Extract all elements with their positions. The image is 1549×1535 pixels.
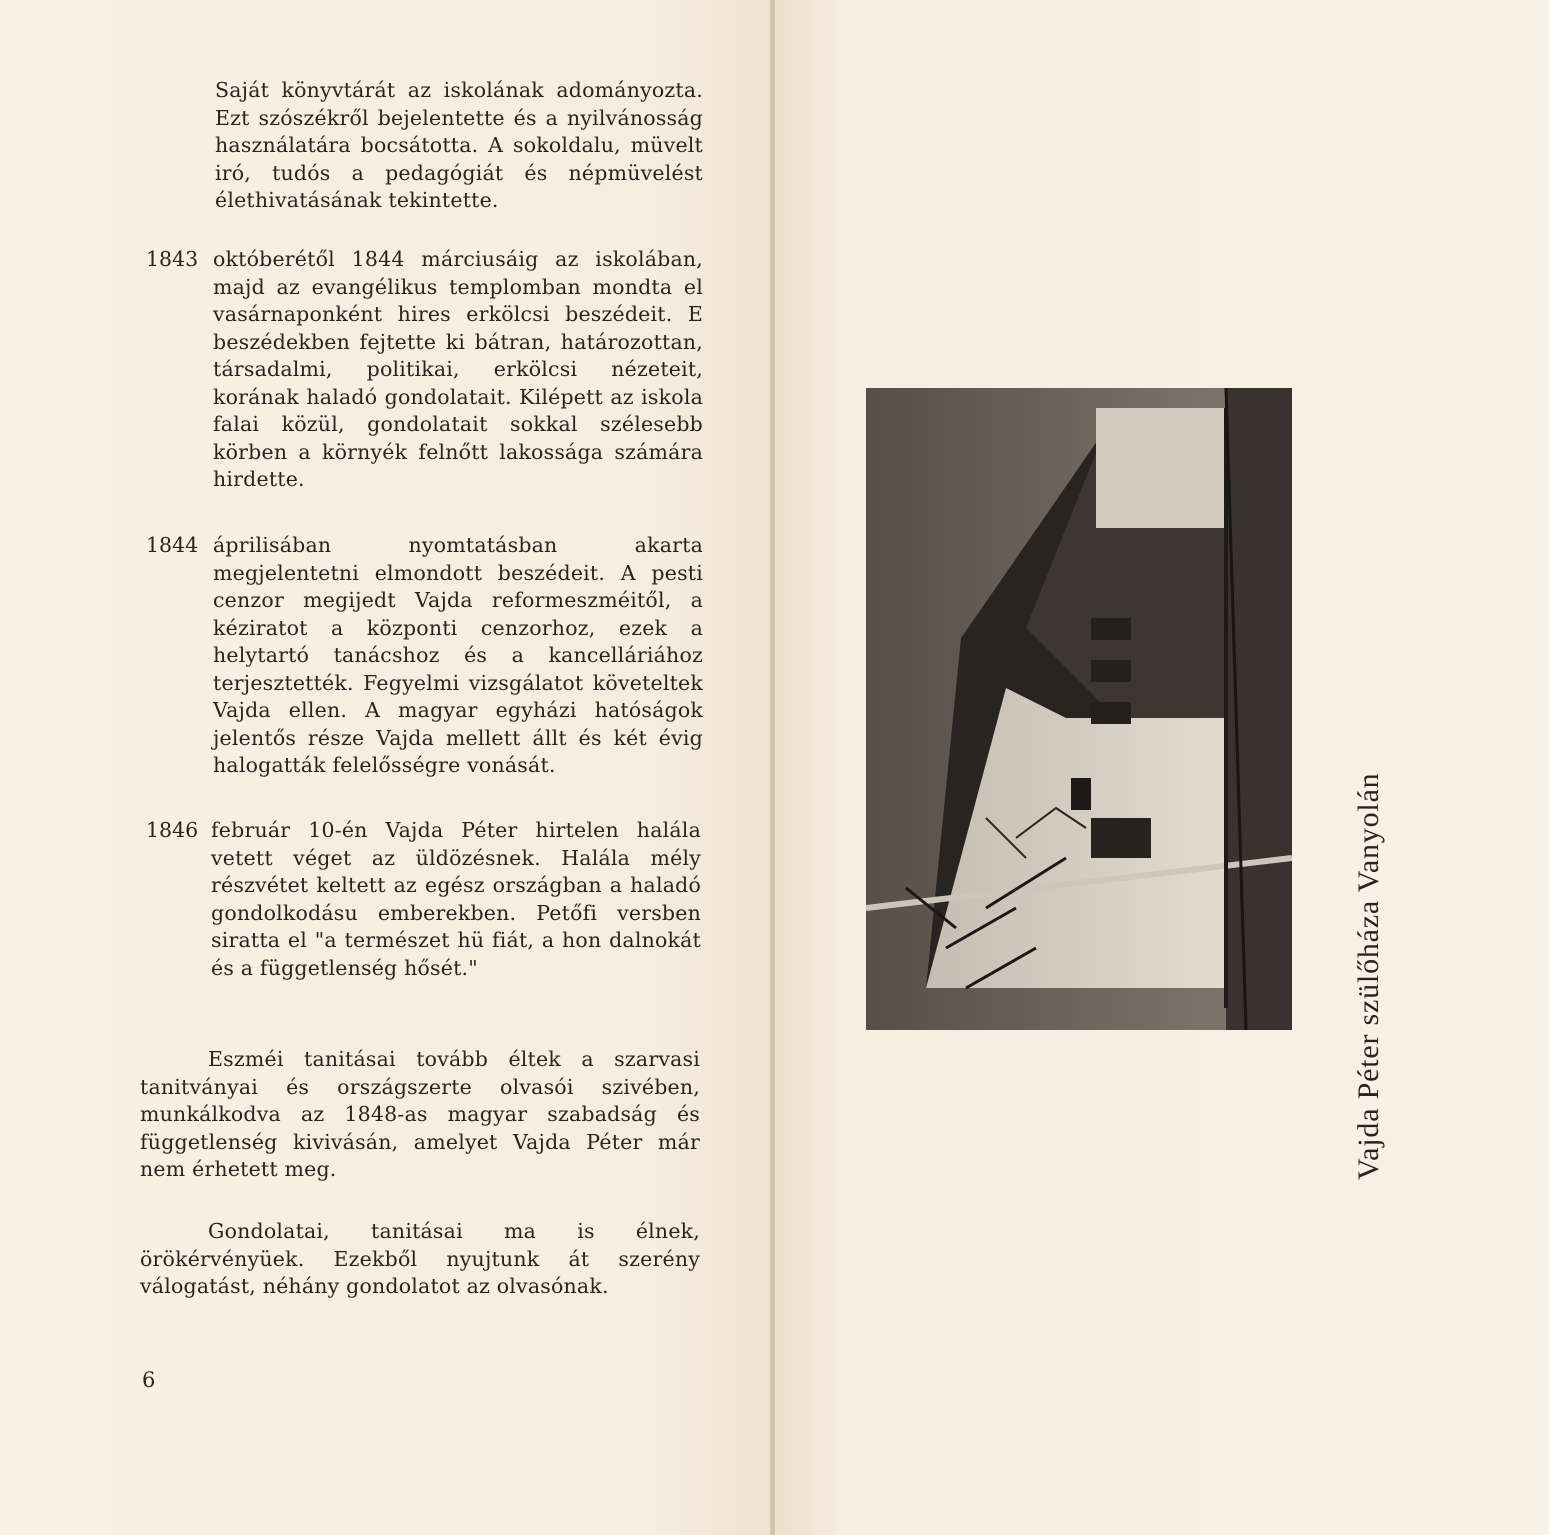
left-page [0, 0, 772, 1535]
intro-paragraph: Saját könyvtárát az iskolának adományozta. Ezt szószékről bejelentette és a nyilvánosság használatára bocsátotta. A sokoldalu, müvelt iró, tudós a pedagógiát és népmüvelést élethivatásának tekintette. [215, 78, 703, 212]
entry-text-1846: február 10-én Vajda Péter hirtelen halála vetett véget az üldözésnek. Halála mély részvétet keltett az egész országban a haladó gondolkodásu emberekben. Petőfi versben siratta el "a természet hü fiát, a hon dalnokát és a függetlenség hősét." [211, 818, 701, 980]
closing-paragraph-legacy: Eszméi tanitásai tovább éltek a szarvasi tanitványai és országszerte olvasói szivében, munkálkodva az 1848-as magyar szabadság és függetlenség kivivásán, amelyet Vajda Péter már nem érhetett meg. [140, 1047, 700, 1181]
page-number: 6 [142, 1368, 156, 1392]
house-photo-illustration [866, 388, 1292, 1030]
entry-text-1843: októberétől 1844 márciusáig az iskolában, majd az evangélikus templomban mondta el vasárnaponként hires erkölcsi beszédeit. E beszédekben fejtette ki bátran, határozottan, társadalmi, politikai, erkölcsi nézeteit, korának haladó gondolatait. Kilépett az iskola falai közül, gondolatait sokkal szélesebb körben a környék felnőtt lakossága számára hirdette. [213, 247, 703, 491]
entry-year-1844: 1844 [146, 533, 199, 557]
birth-house-photo [866, 388, 1292, 1030]
entry-year-1843: 1843 [146, 247, 199, 271]
entry-year-1846: 1846 [146, 818, 199, 842]
closing-paragraph-selection: Gondolatai, tanitásai ma is élnek, örökérvényüek. Ezekből nyujtunk át szerény válogatást, néhány gondolatot az olvasónak. [140, 1219, 700, 1298]
entry-text-1844: áprilisában nyomtatásban akarta megjelentetni elmondott beszédeit. A pesti cenzor megijedt Vajda reformeszméitől, a kéziratot a központi cenzorhoz, ezek a helytartó tanácshoz és a kancelláriához terjesztették. Fegyelmi vizsgálatot követeltek Vajda ellen. A magyar egyházi hatóságok jelentős része Vajda mellett állt és két évig halogatták felelősségre vonását. [213, 533, 703, 777]
photo-caption: Vajda Péter szülőháza Vanyolán [1352, 772, 1385, 1180]
